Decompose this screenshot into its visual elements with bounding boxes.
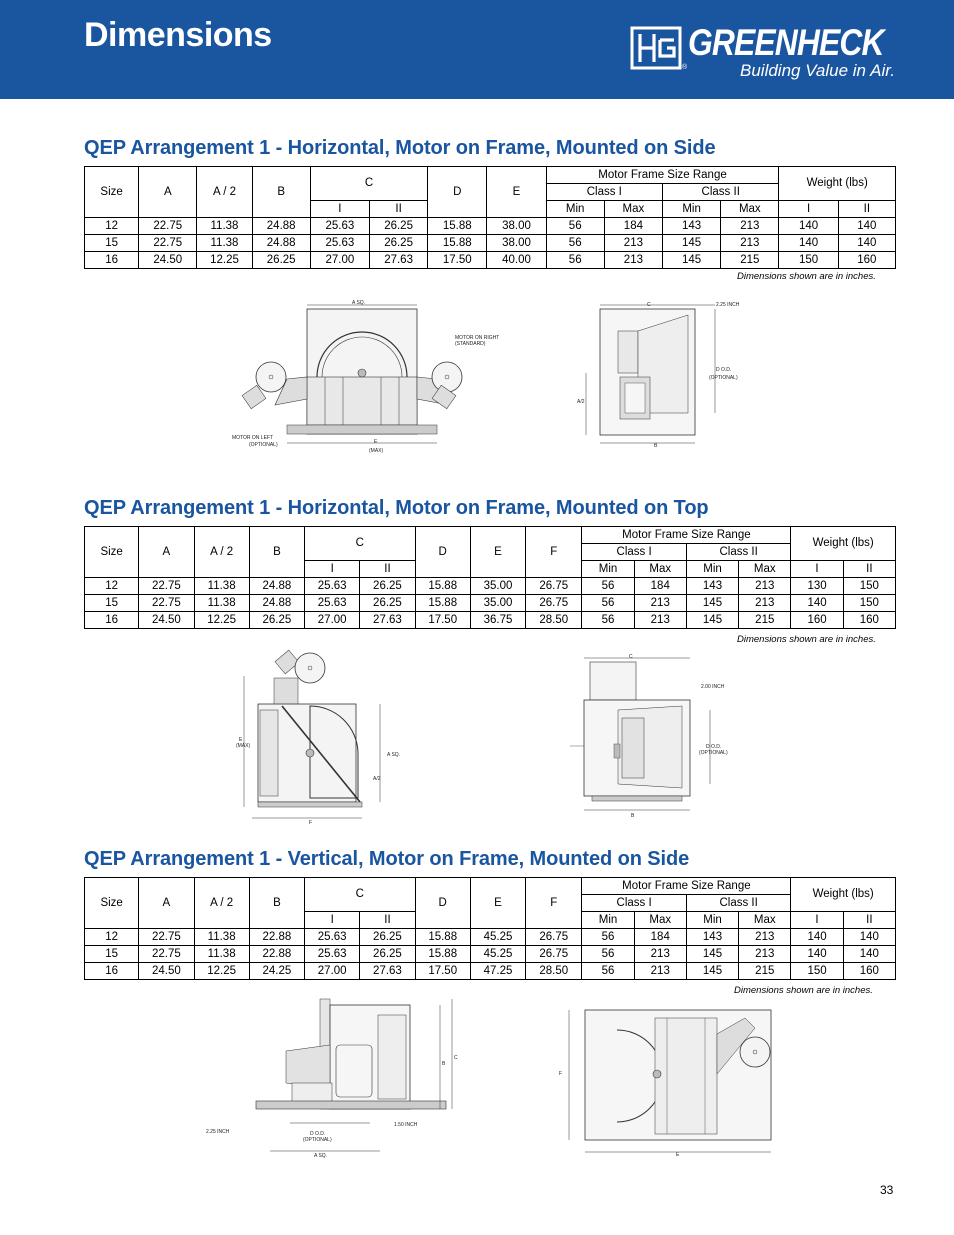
table-cell: 140 xyxy=(779,235,838,252)
drawing-horizontal-top-profile xyxy=(570,650,750,825)
col-header-class1-min: Min xyxy=(582,561,634,578)
table-cell: 213 xyxy=(634,595,686,612)
col-header-weight-i: I xyxy=(791,912,843,929)
table-cell: 213 xyxy=(604,235,662,252)
table-cell: 38.00 xyxy=(487,235,546,252)
table-cell: 27.00 xyxy=(310,252,369,269)
col-header-class2-max: Max xyxy=(739,561,791,578)
table-cell: 215 xyxy=(739,612,791,629)
col-header-b: B xyxy=(249,878,304,929)
col-header-motor-range: Motor Frame Size Range xyxy=(582,878,791,895)
table-cell: 213 xyxy=(721,235,779,252)
table-cell: 150 xyxy=(791,963,843,980)
col-header-weight-ii: II xyxy=(838,201,895,218)
table-cell: 11.38 xyxy=(197,235,252,252)
table-cell: 26.25 xyxy=(249,612,304,629)
table-cell: 22.75 xyxy=(139,946,194,963)
label-e: E xyxy=(374,439,378,445)
col-header-size: Size xyxy=(85,167,139,218)
label-c: C xyxy=(629,654,633,660)
col-header-e: E xyxy=(487,167,546,218)
label-a-sq: A SQ. xyxy=(352,300,366,306)
table-cell: 145 xyxy=(663,252,721,269)
table-cell: 22.75 xyxy=(139,218,197,235)
label-d-od: D O.D. xyxy=(716,367,732,373)
table-cell: 26.75 xyxy=(526,946,582,963)
col-header-class1-max: Max xyxy=(634,912,686,929)
col-header-class1-max: Max xyxy=(604,201,662,218)
label-optional: (OPTIONAL) xyxy=(303,1137,332,1143)
table-cell: 26.25 xyxy=(360,946,415,963)
table-cell: 22.75 xyxy=(139,578,194,595)
table-cell: 184 xyxy=(604,218,662,235)
table-cell: 17.50 xyxy=(415,612,470,629)
drawing-horizontal-side-front xyxy=(225,295,500,460)
col-header-c-ii: II xyxy=(360,912,415,929)
col-header-b: B xyxy=(249,527,304,578)
table-cell: 213 xyxy=(634,963,686,980)
col-header-class2-min: Min xyxy=(686,912,738,929)
table-cell: 26.25 xyxy=(360,929,415,946)
table-cell: 25.63 xyxy=(305,946,360,963)
col-header-weight: Weight (lbs) xyxy=(791,878,896,912)
table-cell: 27.00 xyxy=(305,612,360,629)
table-cell: 26.25 xyxy=(360,595,415,612)
table-cell: 15.88 xyxy=(415,929,470,946)
header-banner xyxy=(0,0,954,99)
table-cell: 12 xyxy=(85,929,139,946)
table-cell: 15.88 xyxy=(415,578,470,595)
table-row xyxy=(85,218,896,235)
col-header-class-1: Class I xyxy=(582,895,687,912)
col-header-e: E xyxy=(470,527,525,578)
col-header-a: A xyxy=(139,527,194,578)
label-e: E xyxy=(676,1152,680,1158)
table-cell: 143 xyxy=(686,578,738,595)
table-row xyxy=(85,612,896,629)
table-cell: 11.38 xyxy=(197,218,252,235)
label-a-half: A/2 xyxy=(373,776,381,782)
table-cell: 16 xyxy=(85,612,139,629)
table-cell: 24.50 xyxy=(139,963,194,980)
spec-table-vertical-side xyxy=(84,877,896,980)
table-cell: 160 xyxy=(838,252,895,269)
col-header-weight-ii: II xyxy=(843,912,895,929)
table-cell: 12 xyxy=(85,218,139,235)
label-f: F xyxy=(309,820,313,826)
table-cell: 40.00 xyxy=(487,252,546,269)
col-header-a-half: A / 2 xyxy=(197,167,252,218)
dimensions-note: Dimensions shown are in inches. xyxy=(734,985,873,996)
col-header-weight-i: I xyxy=(779,201,838,218)
table-cell: 11.38 xyxy=(194,578,249,595)
table-cell: 26.75 xyxy=(526,929,582,946)
table-cell: 22.88 xyxy=(249,929,304,946)
col-header-class2-max: Max xyxy=(721,201,779,218)
col-header-size: Size xyxy=(85,878,139,929)
col-header-c: C xyxy=(305,527,416,561)
label-d-od: D O.D. xyxy=(706,744,722,750)
table-cell: 11.38 xyxy=(194,929,249,946)
table-row xyxy=(85,235,896,252)
table-cell: 35.00 xyxy=(470,578,525,595)
table-cell: 24.88 xyxy=(249,578,304,595)
table-cell: 140 xyxy=(791,946,843,963)
table-cell: 145 xyxy=(686,963,738,980)
table-cell: 25.63 xyxy=(310,218,369,235)
table-cell: 213 xyxy=(739,595,791,612)
col-header-c: C xyxy=(305,878,416,912)
table-cell: 27.63 xyxy=(360,963,415,980)
table-cell: 145 xyxy=(686,595,738,612)
label-c: C xyxy=(647,302,651,308)
label-a-sq: A SQ. xyxy=(387,752,401,758)
table-cell: 25.63 xyxy=(310,235,369,252)
table-cell: 56 xyxy=(582,595,634,612)
table-cell: 24.50 xyxy=(139,252,197,269)
label-optional: (OPTIONAL) xyxy=(699,750,728,756)
table-cell: 160 xyxy=(843,612,895,629)
label-d-od: D O.D. xyxy=(310,1131,326,1137)
table-cell: 16 xyxy=(85,252,139,269)
col-header-class-2: Class II xyxy=(686,895,791,912)
brand-tagline: Building Value in Air. xyxy=(740,61,895,80)
table-cell: 140 xyxy=(843,929,895,946)
greenheck-logo xyxy=(630,22,910,84)
col-header-weight-ii: II xyxy=(843,561,895,578)
table-cell: 24.50 xyxy=(139,612,194,629)
col-header-class-2: Class II xyxy=(686,544,791,561)
table-cell: 150 xyxy=(843,595,895,612)
table-cell: 15.88 xyxy=(415,946,470,963)
table-row xyxy=(85,578,896,595)
table-cell: 15 xyxy=(85,946,139,963)
label-c: C xyxy=(454,1055,458,1061)
table-cell: 26.25 xyxy=(369,235,427,252)
label-f: F xyxy=(559,1071,563,1077)
table-cell: 213 xyxy=(739,578,791,595)
dimensions-note: Dimensions shown are in inches. xyxy=(737,634,876,645)
table-cell: 45.25 xyxy=(470,946,525,963)
col-header-class1-min: Min xyxy=(546,201,604,218)
table-cell: 22.75 xyxy=(139,929,194,946)
page-number: 33 xyxy=(880,1183,894,1197)
table-cell: 27.00 xyxy=(305,963,360,980)
table-cell: 140 xyxy=(791,929,843,946)
table-cell: 130 xyxy=(791,578,843,595)
label-a-sq: A SQ. xyxy=(314,1153,328,1159)
label-inch-left: 2.25 INCH xyxy=(206,1129,230,1135)
table-cell: 56 xyxy=(582,929,634,946)
col-header-c-i: I xyxy=(305,912,360,929)
table-cell: 12 xyxy=(85,578,139,595)
table-cell: 140 xyxy=(843,946,895,963)
col-header-a: A xyxy=(139,167,197,218)
table-cell: 56 xyxy=(582,963,634,980)
section-title-vertical-side: QEP Arrangement 1 - Vertical, Motor on Frame, Mounted on Side xyxy=(84,848,690,870)
col-header-c-ii: II xyxy=(369,201,427,218)
table-cell: 15.88 xyxy=(428,218,487,235)
table-cell: 143 xyxy=(663,218,721,235)
table-cell: 140 xyxy=(791,595,843,612)
table-cell: 56 xyxy=(582,612,634,629)
col-header-motor-range: Motor Frame Size Range xyxy=(582,527,791,544)
label-e-max: (MAX) xyxy=(236,743,251,749)
col-header-weight: Weight (lbs) xyxy=(779,167,896,201)
label-b: B xyxy=(654,443,658,449)
spec-table-horizontal-top xyxy=(84,526,896,629)
table-cell: 143 xyxy=(686,929,738,946)
col-header-a-half: A / 2 xyxy=(194,527,249,578)
table-row xyxy=(85,946,896,963)
table-cell: 140 xyxy=(779,218,838,235)
table-cell: 184 xyxy=(634,929,686,946)
drawing-horizontal-top-side xyxy=(232,648,422,828)
table-cell: 12.25 xyxy=(194,612,249,629)
table-cell: 215 xyxy=(721,252,779,269)
label-e-max: (MAX) xyxy=(369,448,384,454)
table-cell: 22.88 xyxy=(249,946,304,963)
table-cell: 56 xyxy=(582,578,634,595)
col-header-f: F xyxy=(526,878,582,929)
table-cell: 15 xyxy=(85,235,139,252)
table-cell: 38.00 xyxy=(487,218,546,235)
table-cell: 150 xyxy=(843,578,895,595)
col-header-b: B xyxy=(252,167,310,218)
col-header-class-1: Class I xyxy=(582,544,687,561)
col-header-class2-min: Min xyxy=(686,561,738,578)
table-cell: 145 xyxy=(663,235,721,252)
col-header-c-ii: II xyxy=(360,561,415,578)
table-cell: 24.88 xyxy=(252,235,310,252)
table-cell: 16 xyxy=(85,963,139,980)
label-motor-right-standard: (STANDARD) xyxy=(455,341,486,347)
table-cell: 140 xyxy=(838,235,895,252)
table-cell: 184 xyxy=(634,578,686,595)
col-header-d: D xyxy=(428,167,487,218)
table-cell: 26.25 xyxy=(360,578,415,595)
table-cell: 213 xyxy=(739,929,791,946)
col-header-class2-min: Min xyxy=(663,201,721,218)
table-cell: 24.25 xyxy=(249,963,304,980)
table-cell: 56 xyxy=(546,235,604,252)
table-cell: 26.25 xyxy=(252,252,310,269)
label-a-half: A/2 xyxy=(577,399,585,405)
table-cell: 26.25 xyxy=(369,218,427,235)
table-cell: 26.75 xyxy=(526,595,582,612)
col-header-motor-range: Motor Frame Size Range xyxy=(546,167,779,184)
table-cell: 11.38 xyxy=(194,946,249,963)
table-cell: 22.75 xyxy=(139,235,197,252)
col-header-class1-min: Min xyxy=(582,912,634,929)
table-cell: 24.88 xyxy=(249,595,304,612)
table-cell: 12.25 xyxy=(197,252,252,269)
table-cell: 45.25 xyxy=(470,929,525,946)
label-e: E xyxy=(239,737,243,743)
drawing-vertical-side-plan xyxy=(555,1000,795,1165)
table-cell: 27.63 xyxy=(360,612,415,629)
col-header-class-2: Class II xyxy=(663,184,779,201)
table-cell: 56 xyxy=(546,218,604,235)
table-cell: 36.75 xyxy=(470,612,525,629)
label-inch: 2.00 INCH xyxy=(701,684,725,690)
label-motor-right: MOTOR ON RIGHT xyxy=(455,335,500,341)
registered-mark: ® xyxy=(682,64,688,71)
table-cell: 25.63 xyxy=(305,929,360,946)
table-cell: 213 xyxy=(634,946,686,963)
table-cell: 15 xyxy=(85,595,139,612)
table-cell: 213 xyxy=(604,252,662,269)
table-cell: 140 xyxy=(838,218,895,235)
table-cell: 213 xyxy=(721,218,779,235)
greenheck-logo-mark-icon xyxy=(630,26,682,70)
col-header-weight-i: I xyxy=(791,561,843,578)
table-row xyxy=(85,252,896,269)
table-row xyxy=(85,595,896,612)
col-header-d: D xyxy=(415,527,470,578)
col-header-f: F xyxy=(526,527,582,578)
label-inch-right: 1.50 INCH xyxy=(394,1122,418,1128)
table-cell: 26.75 xyxy=(526,578,582,595)
table-cell: 35.00 xyxy=(470,595,525,612)
col-header-e: E xyxy=(470,878,525,929)
table-cell: 22.75 xyxy=(139,595,194,612)
table-cell: 24.88 xyxy=(252,218,310,235)
section-title-horizontal-top: QEP Arrangement 1 - Horizontal, Motor on Frame, Mounted on Top xyxy=(84,497,709,519)
table-cell: 215 xyxy=(739,963,791,980)
table-cell: 25.63 xyxy=(305,595,360,612)
table-cell: 15.88 xyxy=(415,595,470,612)
table-cell: 213 xyxy=(739,946,791,963)
table-cell: 56 xyxy=(582,946,634,963)
table-cell: 25.63 xyxy=(305,578,360,595)
col-header-class-1: Class I xyxy=(546,184,662,201)
dimensions-note: Dimensions shown are in inches. xyxy=(737,271,876,282)
label-inch: 2.25 INCH xyxy=(716,302,740,308)
drawing-vertical-side-elevation xyxy=(200,993,470,1163)
table-cell: 17.50 xyxy=(428,252,487,269)
table-cell: 145 xyxy=(686,946,738,963)
table-cell: 145 xyxy=(686,612,738,629)
col-header-class2-max: Max xyxy=(739,912,791,929)
brand-name: GREENHECK xyxy=(688,22,884,63)
table-cell: 47.25 xyxy=(470,963,525,980)
table-cell: 12.25 xyxy=(194,963,249,980)
label-motor-left: MOTOR ON LEFT xyxy=(232,435,274,441)
col-header-a: A xyxy=(139,878,194,929)
label-b: B xyxy=(442,1061,446,1067)
table-cell: 17.50 xyxy=(415,963,470,980)
drawing-horizontal-side-profile xyxy=(570,295,760,455)
table-row xyxy=(85,963,896,980)
spec-table-horizontal-side xyxy=(84,166,896,269)
section-title-horizontal-side: QEP Arrangement 1 - Horizontal, Motor on Frame, Mounted on Side xyxy=(84,137,716,159)
col-header-c: C xyxy=(310,167,427,201)
col-header-a-half: A / 2 xyxy=(194,878,249,929)
table-row xyxy=(85,929,896,946)
table-cell: 213 xyxy=(634,612,686,629)
label-b: B xyxy=(631,813,635,819)
col-header-d: D xyxy=(415,878,470,929)
table-cell: 160 xyxy=(791,612,843,629)
table-cell: 15.88 xyxy=(428,235,487,252)
table-cell: 56 xyxy=(546,252,604,269)
col-header-c-i: I xyxy=(310,201,369,218)
table-cell: 27.63 xyxy=(369,252,427,269)
table-cell: 28.50 xyxy=(526,963,582,980)
col-header-c-i: I xyxy=(305,561,360,578)
table-cell: 28.50 xyxy=(526,612,582,629)
table-cell: 11.38 xyxy=(194,595,249,612)
table-cell: 160 xyxy=(843,963,895,980)
label-motor-left-optional: (OPTIONAL) xyxy=(249,442,278,448)
label-optional: (OPTIONAL) xyxy=(709,375,738,381)
col-header-class1-max: Max xyxy=(634,561,686,578)
col-header-size: Size xyxy=(85,527,139,578)
page-title: Dimensions xyxy=(84,16,272,54)
col-header-weight: Weight (lbs) xyxy=(791,527,896,561)
table-cell: 150 xyxy=(779,252,838,269)
